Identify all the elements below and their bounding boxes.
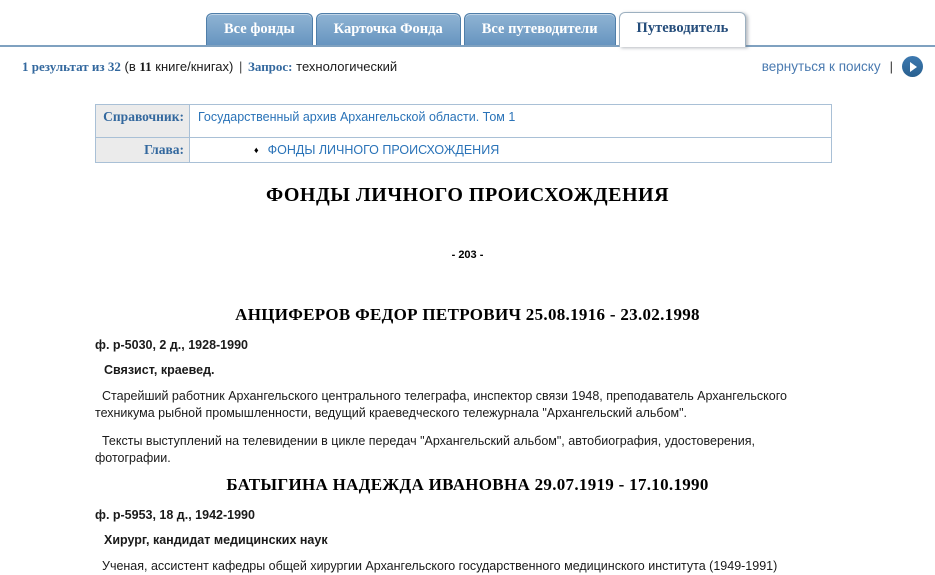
info-row-link[interactable]: Государственный архив Архангельской области. Том 1 [198,110,516,124]
chapter-title: ФОНДЫ ЛИЧНОГО ПРОИСХОЖДЕНИЯ [265,184,670,206]
record-name: АНЦИФЕРОВ ФЕДОР ПЕТРОВИЧ 25.08.1916 - 23.02.1998 [235,305,700,324]
back-separator: | [889,59,893,74]
info-table [95,104,832,163]
info-table-row [96,138,832,163]
separator: | [238,58,243,74]
tab-4[interactable] [619,12,747,47]
forward-button[interactable] [902,56,923,77]
page-number: - 203 - [451,249,484,261]
play-icon [910,62,917,72]
info-row-value [190,105,832,138]
tab-label: Путеводитель [636,20,729,36]
record-paragraph: Старейший работник Архангельского центрального телеграфа, инспектор связи 1948, преподаватель Архангельского техникума рыбной промышленности, ведущий краеведческого тележурнала "Архангельский альбом". [95,389,787,420]
info-table-row [96,105,832,138]
info-row-link[interactable]: ФОНДЫ ЛИЧНОГО ПРОИСХОЖДЕНИЯ [267,143,500,157]
record-fond: ф. р-5030, 2 д., 1928-1990 [95,338,248,352]
info-row-label: Глава: [96,138,190,163]
query-label: Запрос: [248,58,293,74]
tab-bar [0,0,935,47]
record-profession: Хирург, кандидат медицинских наук [104,533,328,547]
books-prefix: (в [124,58,136,74]
record-profession: Связист, краевед. [104,363,215,377]
query-value: технологический [296,58,398,74]
tab-2[interactable] [316,13,461,45]
tab-3[interactable] [464,13,616,45]
back-to-search-link[interactable]: вернуться к поиску [761,59,881,74]
tab-label: Карточка Фонда [333,21,443,37]
record-2 [0,475,935,575]
record-1 [0,305,935,467]
results-actions [762,56,923,77]
results-summary [22,59,397,75]
records-list [0,305,935,575]
results-bar [0,47,935,77]
tab-label: Все путеводители [481,21,598,37]
info-row-label: Справочник: [96,105,190,138]
record-paragraph: Ученая, ассистент кафедры общей хирургии Архангельского государственного медицинского института (1949-1991) [102,559,778,573]
books-suffix: книге/книгах) [155,58,234,74]
record-name: БАТЫГИНА НАДЕЖДА ИВАНОВНА 29.07.1919 - 17.10.1990 [226,475,709,494]
record-fond: ф. р-5953, 18 д., 1942-1990 [95,508,255,522]
results-count: 1 результат из 32 [22,58,121,74]
tab-1[interactable] [206,13,313,45]
diamond-bullet-icon: ♦ [254,145,259,155]
tab-label: Все фонды [224,21,295,37]
record-paragraph: Тексты выступлений на телевидении в цикле передач "Архангельский альбом", автобиография, удостоверения, фотографии. [95,434,755,465]
books-count: 11 [139,58,152,74]
info-row-value [190,138,832,163]
